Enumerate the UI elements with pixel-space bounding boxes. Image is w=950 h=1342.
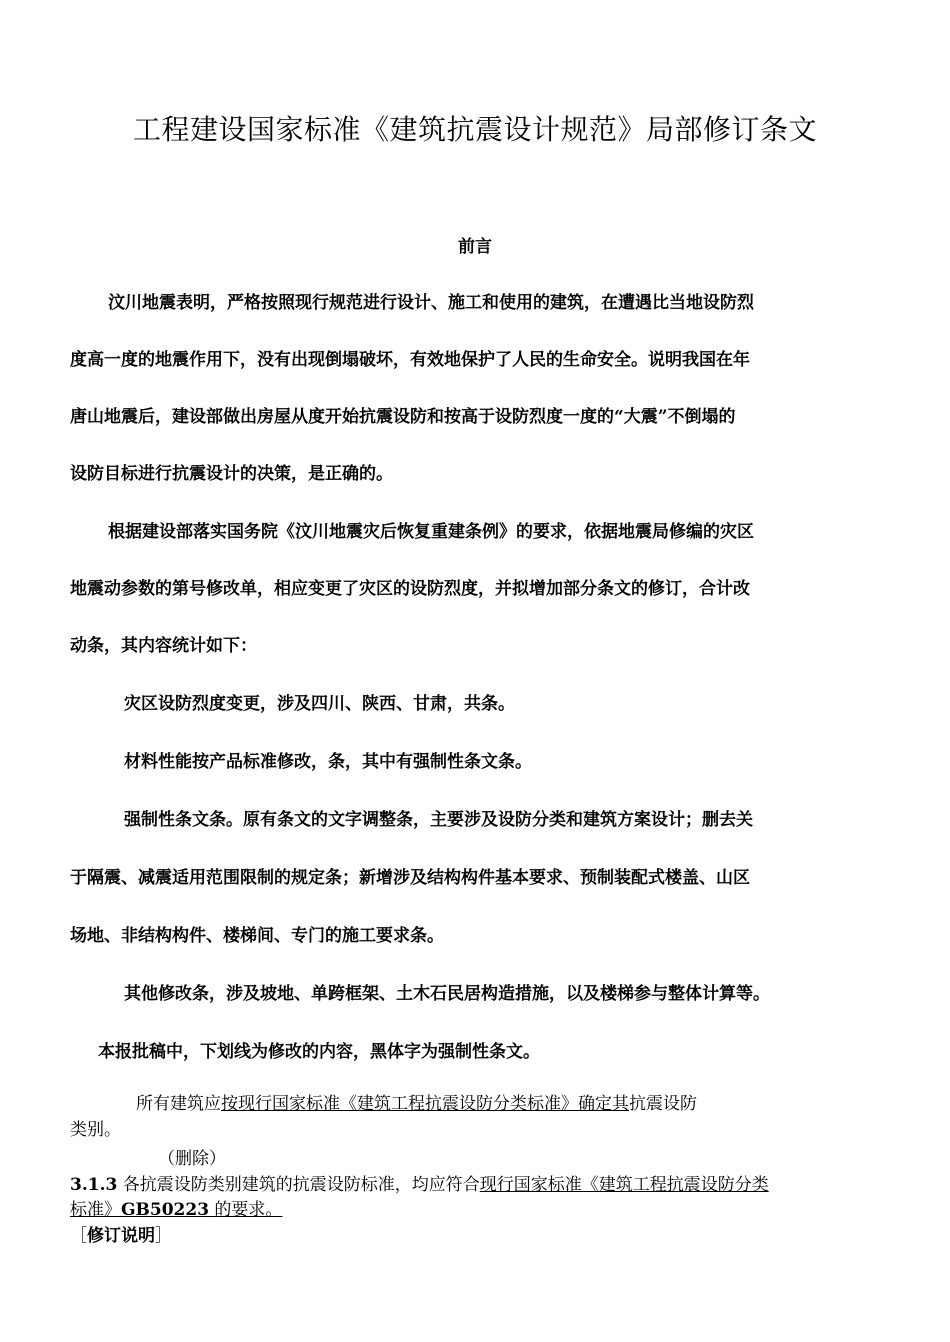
clause-3-1-3-underlined1: 现行国家标准《建筑工程抗震设防分类	[479, 1175, 769, 1195]
preface-para2-line1: 根据建设部落实国务院《汶川地震灾后恢复重建条例》的要求，依据地震局修编的灾区	[108, 522, 754, 542]
clause-3-1-3-line2	[70, 1199, 282, 1221]
clause-3-1-3-underlined2a: 标准》	[70, 1200, 121, 1220]
clause-underlined-text: 按现行国家标准《建筑工程抗震设防分类标准》确定其	[221, 1094, 629, 1114]
preface-para2-line3: 动条，其内容统计如下：	[70, 636, 257, 656]
revision-explanation-label	[70, 1225, 172, 1247]
deleted-note: （删除）	[158, 1149, 226, 1169]
preface-para1-line1: 汶川地震表明，严格按照现行规范进行设计、施工和使用的建筑，在遭遇比当地设防烈	[108, 293, 754, 313]
item-other-modifications: 其他修改条，涉及坡地、单跨框架、土木石民居构造措施，以及楼梯参与整体计算等。	[124, 984, 770, 1004]
preface-heading: 前言	[458, 237, 492, 257]
preface-para2-line2: 地震动参数的第号修改单，相应变更了灾区的设防烈度，并拟增加部分条文的修订，合计改	[70, 579, 750, 599]
item-mandatory-line1: 强制性条文条。原有条文的文字调整条，主要涉及设防分类和建筑方案设计；删去关	[124, 810, 753, 830]
clause-classification-line2: 类别。	[70, 1120, 121, 1140]
clause-3-1-3-line1	[70, 1174, 769, 1196]
clause-3-1-3-text: 各抗震设防类别建筑的抗震设防标准，均应符合	[117, 1175, 480, 1195]
clause-number: 3.1.3	[70, 1175, 118, 1195]
clause-3-1-3-underlined2c: 的要求。	[209, 1200, 283, 1220]
preface-para1-line2: 度高一度的地震作用下，没有出现倒塌破坏，有效地保护了人民的生命安全。说明我国在年	[70, 350, 750, 370]
preface-para1-line4: 设防目标进行抗震设计的决策，是正确的。	[70, 464, 393, 484]
item-mandatory-line3: 场地、非结构构件、楼梯间、专门的施工要求条。	[70, 926, 444, 946]
bracket-open: ［	[70, 1226, 87, 1246]
standard-code: GB50223	[121, 1200, 210, 1220]
item-mandatory-line2: 于隔震、减震适用范围限制的规定条；新增涉及结构构件基本要求、预制装配式楼盖、山区	[70, 868, 750, 888]
document-title: 工程建设国家标准《建筑抗震设计规范》局部修订条文	[132, 113, 817, 146]
preface-para1-line3: 唐山地震后，建设部做出房屋从度开始抗震设防和按高于设防烈度一度的“大震”不倒塌的	[70, 407, 736, 427]
revision-explanation-text: 修订说明	[87, 1226, 155, 1246]
clause-suffix: 抗震设防	[629, 1094, 697, 1114]
bracket-close: ］	[155, 1226, 172, 1246]
item-material-performance: 材料性能按产品标准修改，条，其中有强制性条文条。	[124, 752, 532, 772]
clause-classification-line1	[136, 1093, 697, 1115]
revision-note: 本报批稿中，下划线为修改的内容，黑体字为强制性条文。	[98, 1042, 540, 1062]
clause-prefix: 所有建筑应	[136, 1094, 221, 1114]
item-disaster-area-intensity: 灾区设防烈度变更，涉及四川、陕西、甘肃，共条。	[124, 694, 515, 714]
